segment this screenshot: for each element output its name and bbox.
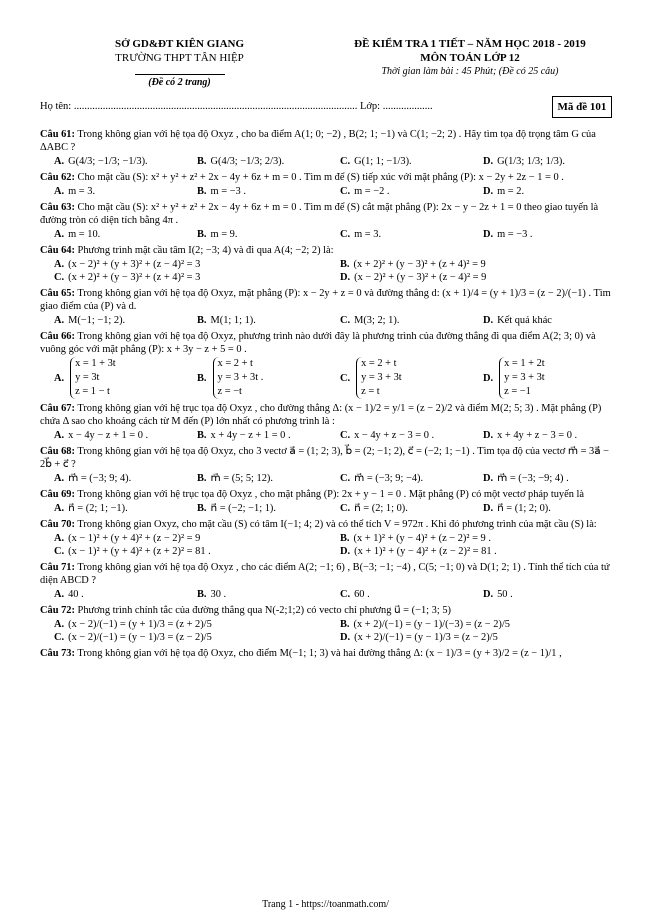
- option-text: n⃗ = (1; 2; 0).: [497, 503, 551, 515]
- answer-option: [326, 258, 612, 271]
- option-label: A.: [54, 315, 65, 326]
- question-item: [40, 445, 612, 485]
- option-text: M(−1; −1; 2).: [68, 315, 126, 326]
- answer-options: [40, 532, 612, 558]
- question-item: [40, 518, 612, 558]
- question-text-row: [40, 287, 612, 313]
- question-text-row: [40, 647, 612, 660]
- subject-title: MÔN TOÁN LỚP 12: [420, 51, 520, 64]
- option-label: B.: [197, 156, 207, 167]
- answer-options: [40, 185, 612, 198]
- option-label: D.: [340, 632, 351, 644]
- option-label: D.: [483, 430, 494, 442]
- option-label: A.: [54, 186, 65, 197]
- option-label: A.: [54, 229, 65, 240]
- question-text: Trong không gian Oxyz, cho mặt cầu (S) có tâm I(−1; 4; 2) và có thể tích V = 972π . Khi đó phương trình của mặt cầu (S) là:: [77, 519, 597, 531]
- answer-option: [326, 588, 469, 601]
- option-text: G(4/3; −1/3; 2/3).: [210, 156, 285, 167]
- equation-line: x = 2 + t: [217, 358, 253, 369]
- option-label: B.: [340, 533, 350, 545]
- option-label: C.: [54, 632, 65, 644]
- page-count-note: (Đề có 2 trang): [148, 76, 211, 88]
- answer-option: [326, 228, 469, 241]
- option-label: C.: [340, 372, 351, 384]
- question-number: Câu 64:: [40, 245, 75, 256]
- answer-option: [40, 258, 326, 271]
- question-item: [40, 402, 612, 442]
- question-number: Câu 61:: [40, 129, 75, 140]
- option-text: m⃗ = (5; 5; 12).: [210, 473, 273, 485]
- equation-line: x = 1 + 2t: [504, 358, 545, 369]
- option-text: (x − 2)/(−1) = (y + 1)/3 = (z + 2)/5: [68, 619, 212, 631]
- option-text: m = 3.: [354, 229, 382, 240]
- answer-option: [40, 631, 326, 644]
- option-label: C.: [340, 430, 351, 442]
- question-text: Cho mặt cầu (S): x² + y² + z² + 2x − 4y + 6z + m = 0 . Tìm m để (S) cắt mặt phẳng (P): 2x − y − 2z + 1 = 0 theo giao tuyến là đường tròn có diện tích bằng 4π .: [40, 202, 599, 226]
- question-text-row: [40, 244, 612, 257]
- question-item: [40, 128, 612, 168]
- equation-line: y = 3 + 3t .: [217, 372, 264, 384]
- option-text: x − 4y + z − 3 = 0 .: [354, 430, 435, 442]
- answer-option: [326, 429, 469, 442]
- question-number: Câu 70:: [40, 519, 75, 531]
- option-label: C.: [54, 546, 65, 558]
- equation-system: [70, 357, 116, 399]
- question-text: Trong không gian với hệ trục tọa độ Oxyz , cho đường thẳng Δ: (x − 1)/2 = y/1 = (z − 2)/2 và điểm M(2; 5; 3) . Mặt phẳng (P) chứa Δ sao cho khoảng cách từ M đến (P) lớn nhất có phương trình là :: [40, 403, 602, 428]
- option-label: A.: [54, 589, 65, 601]
- option-text: (x + 1)² + (y − 4)² + (z − 2)² = 81 .: [354, 546, 497, 558]
- answer-option: [326, 545, 612, 558]
- question-text-row: [40, 561, 612, 587]
- question-number: Câu 68:: [40, 446, 75, 458]
- answer-option: [326, 532, 612, 545]
- option-label: A.: [54, 473, 65, 485]
- option-text: (x + 2)/(−1) = (y − 1)/(−3) = (z − 2)/5: [353, 619, 510, 631]
- answer-option: [469, 472, 612, 485]
- question-number: Câu 62:: [40, 172, 75, 183]
- answer-option: [40, 228, 183, 241]
- option-label: B.: [340, 259, 350, 270]
- option-label: B.: [197, 503, 207, 515]
- answer-options: [40, 228, 612, 241]
- question-number: Câu 63:: [40, 202, 75, 213]
- answer-option: [40, 502, 183, 515]
- equation-line: y = 3 + 3t: [504, 372, 545, 384]
- question-text: Phương trình chính tắc của đường thẳng qua N(-2;1;2) có vecto chỉ phương u⃗ = (−1; 3; 5): [77, 605, 451, 617]
- option-label: A.: [54, 503, 65, 515]
- option-label: D.: [483, 156, 494, 167]
- option-text: n⃗ = (−2; −1; 1).: [210, 503, 276, 515]
- question-text-row: [40, 201, 612, 227]
- answer-option: [183, 155, 326, 168]
- option-label: C.: [340, 156, 351, 167]
- option-text: (x + 2)² + (y − 3)² + (z + 4)² = 3: [68, 272, 201, 283]
- answer-option: [326, 472, 469, 485]
- answer-options: [40, 155, 612, 168]
- option-label: A.: [54, 156, 65, 167]
- option-label: C.: [340, 589, 351, 601]
- answer-option: [40, 357, 183, 399]
- option-label: B.: [197, 315, 207, 326]
- option-text: x − 4y − z + 1 = 0 .: [68, 430, 149, 442]
- option-text: m = 3.: [68, 186, 96, 197]
- option-text: 60 .: [354, 589, 370, 601]
- question-number: Câu 69:: [40, 489, 75, 501]
- option-label: B.: [197, 589, 207, 601]
- question-text: Trong không gian với hệ tọa độ Oxyz, phương trình nào dưới đây là phương trình của đường thẳng đi qua điểm A(2; 3; 0) và vuông góc với mặt phẳng (P): x + 3y − z + 5 = 0 .: [40, 331, 596, 355]
- option-text: m = 9.: [210, 229, 238, 240]
- question-number: Câu 65:: [40, 288, 75, 299]
- answer-option: [326, 314, 469, 327]
- answer-option: [183, 185, 326, 198]
- question-text: Phương trình mặt cầu tâm I(2; −3; 4) và đi qua A(4; −2; 2) là:: [77, 245, 334, 256]
- question-text: Trong không gian với hệ tọa độ Oxyz, cho điểm M(−1; 1; 3) và hai đường thẳng Δ: (x − 1)/3 = (y + 3)/2 = (z − 1)/1 ,: [77, 648, 562, 660]
- answer-options: [40, 258, 612, 284]
- question-text-row: [40, 330, 612, 356]
- question-item: [40, 171, 612, 198]
- answer-option: [183, 429, 326, 442]
- equation-line: z = 1 − t: [75, 386, 110, 398]
- question-item: [40, 604, 612, 644]
- question-item: [40, 561, 612, 601]
- answer-option: [183, 472, 326, 485]
- equation-line: z = t: [361, 386, 380, 398]
- answer-option: [326, 502, 469, 515]
- equation-line: y = 3t: [75, 372, 100, 384]
- question-number: Câu 71:: [40, 562, 75, 574]
- answer-option: [469, 155, 612, 168]
- option-label: D.: [483, 589, 494, 601]
- answer-option: [469, 588, 612, 601]
- student-info-row: Họ tên: ............................................................................................................ Lớp: ...................: [40, 101, 433, 112]
- option-label: A.: [54, 259, 65, 270]
- question-text-row: [40, 128, 612, 154]
- answer-options: [40, 314, 612, 327]
- question-number: Câu 66:: [40, 331, 75, 342]
- option-label: D.: [483, 503, 494, 515]
- equation-line: x = 1 + 3t: [75, 358, 116, 369]
- header-school-block: [92, 38, 267, 89]
- answer-option: [469, 185, 612, 198]
- answer-option: [183, 502, 326, 515]
- answer-option: [183, 588, 326, 601]
- option-text: (x + 2)/(−1) = (y − 1)/3 = (z − 2)/5: [354, 632, 498, 644]
- answer-option: [40, 271, 326, 284]
- equation-line: y = 3 + 3t: [361, 372, 402, 384]
- option-text: n⃗ = (2; 1; −1).: [68, 503, 128, 515]
- option-text: 40 .: [68, 589, 84, 601]
- option-label: C.: [54, 272, 65, 283]
- question-number: Câu 73:: [40, 648, 75, 660]
- option-text: G(1; 1; −1/3).: [354, 156, 412, 167]
- answer-option: [40, 429, 183, 442]
- option-label: B.: [197, 473, 207, 485]
- answer-option: [469, 357, 612, 399]
- option-text: (x + 2)² + (y − 3)² + (z + 4)² = 9: [353, 259, 486, 270]
- option-text: 30 .: [210, 589, 227, 601]
- option-label: D.: [483, 229, 494, 240]
- equation-line: z = −t: [217, 386, 242, 398]
- option-label: D.: [483, 315, 494, 326]
- answer-options: [40, 502, 612, 515]
- question-item: [40, 287, 612, 327]
- answer-options: [40, 429, 612, 442]
- option-text: (x − 2)² + (y − 3)² + (z − 4)² = 9: [354, 272, 487, 283]
- question-number: Câu 72:: [40, 605, 75, 617]
- option-text: x + 4y + z − 3 = 0 .: [497, 430, 578, 442]
- option-text: m⃗ = (−3; 9; 4).: [68, 473, 132, 485]
- question-text-row: [40, 445, 612, 471]
- option-text: G(4/3; −1/3; −1/3).: [68, 156, 148, 167]
- answer-option: [40, 588, 183, 601]
- option-label: D.: [340, 546, 351, 558]
- answer-option: [40, 155, 183, 168]
- option-label: B.: [197, 186, 207, 197]
- option-text: (x − 2)² + (y + 3)² + (z − 4)² = 3: [68, 259, 201, 270]
- option-label: D.: [483, 372, 494, 384]
- option-text: (x + 1)² + (y − 4)² + (z − 2)² = 9 .: [353, 533, 491, 545]
- answer-option: [326, 271, 612, 284]
- answer-option: [40, 532, 326, 545]
- question-text: Trong không gian với hệ trục tọa độ Oxyz , cho mặt phẳng (P): 2x + y − 1 = 0 . Mặt phẳng (P) có một vectơ pháp tuyến là: [77, 489, 585, 501]
- question-text: Cho mặt cầu (S): x² + y² + z² + 2x − 4y + 6z + m = 0 . Tìm m để (S) tiếp xúc với mặt phẳng (P): x − 2y + 2z − 1 = 0 .: [77, 172, 564, 183]
- answer-option: [183, 357, 326, 399]
- question-number: Câu 67:: [40, 403, 75, 415]
- answer-option: [40, 545, 326, 558]
- option-text: m = −3 .: [497, 229, 533, 240]
- option-text: m = −2 .: [354, 186, 390, 197]
- answer-option: [40, 472, 183, 485]
- answer-options: [40, 618, 612, 644]
- option-text: M(1; 1; 1).: [210, 315, 256, 326]
- answer-option: [469, 314, 612, 327]
- option-text: m = −3 .: [210, 186, 246, 197]
- answer-option: [326, 357, 469, 399]
- question-item: [40, 244, 612, 284]
- option-label: C.: [340, 473, 351, 485]
- equation-system: [213, 357, 264, 399]
- answer-options: [40, 472, 612, 485]
- option-text: m⃗ = (−3; −9; 4) .: [497, 473, 569, 485]
- question-text: Trong không gian với hệ tọa độ Oxyz , cho các điểm A(2; −1; 6) , B(−3; −1; −4) , C(5; −1; 0) và D(1; 2; 1) . Tính thể tích của tứ diện ABCD ?: [40, 562, 610, 587]
- question-item: [40, 647, 612, 660]
- option-label: D.: [340, 272, 351, 283]
- answer-option: [40, 618, 326, 631]
- answer-options: [40, 357, 612, 399]
- question-text-row: [40, 518, 612, 531]
- answer-option: [469, 228, 612, 241]
- option-label: A.: [54, 533, 65, 545]
- option-label: D.: [483, 473, 494, 485]
- question-item: [40, 488, 612, 515]
- answer-option: [326, 185, 469, 198]
- option-label: A.: [54, 372, 65, 384]
- header-divider: [135, 74, 225, 75]
- option-label: B.: [197, 372, 207, 384]
- option-text: (x − 2)/(−1) = (y − 1)/3 = (z − 2)/5: [68, 632, 212, 644]
- answer-option: [326, 618, 612, 631]
- equation-system: [499, 357, 545, 399]
- option-label: C.: [340, 503, 351, 515]
- question-text-row: [40, 604, 612, 617]
- option-text: n⃗ = (2; 1; 0).: [354, 503, 408, 515]
- question-list: [40, 128, 612, 661]
- time-note: Thời gian làm bài : 45 Phút; (Đề có 25 câu): [381, 65, 559, 77]
- equation-line: x = 2 + t: [361, 358, 397, 369]
- option-text: 50 .: [497, 589, 513, 601]
- question-text-row: [40, 402, 612, 428]
- page-footer: Trang 1 - https://toanmath.com/: [262, 899, 389, 910]
- exam-code-box: Mã đề 101: [552, 96, 612, 118]
- answer-options: [40, 588, 612, 601]
- answer-option: [469, 502, 612, 515]
- answer-option: [326, 631, 612, 644]
- question-text: Trong không gian với hệ tọa độ Oxyz, cho 3 vectơ a⃗ = (1; 2; 3), b⃗ = (2; −1; 2), c⃗ = (−2; 1; −1) . Tìm tọa độ của vectơ m⃗ = 3a⃗ − 2b⃗ + c⃗ ?: [40, 446, 610, 471]
- equation-line: z = −1: [504, 386, 531, 398]
- exam-title: ĐỀ KIỂM TRA 1 TIẾT – NĂM HỌC 2018 - 2019: [354, 38, 586, 50]
- option-text: G(1/3; 1/3; 1/3).: [497, 156, 565, 167]
- answer-option: [469, 429, 612, 442]
- option-label: A.: [54, 430, 65, 442]
- question-item: [40, 330, 612, 399]
- option-text: M(3; 2; 1).: [354, 315, 400, 326]
- question-item: [40, 201, 612, 241]
- option-text: m = 2.: [497, 186, 525, 197]
- answer-option: [183, 314, 326, 327]
- option-text: m⃗ = (−3; 9; −4).: [354, 473, 424, 485]
- option-label: D.: [483, 186, 494, 197]
- question-text-row: [40, 171, 612, 184]
- option-text: m = 10.: [68, 229, 101, 240]
- equation-system: [356, 357, 402, 399]
- school-name: TRƯỜNG THPT TÂN HIỆP: [115, 51, 244, 64]
- answer-option: [326, 155, 469, 168]
- option-label: B.: [197, 229, 207, 240]
- option-text: x + 4y − z + 1 = 0 .: [210, 430, 291, 442]
- option-text: (x − 1)² + (y + 4)² + (z − 2)² = 9: [68, 533, 201, 545]
- question-text-row: [40, 488, 612, 501]
- department-name: SỞ GD&ĐT KIÊN GIANG: [114, 38, 245, 50]
- question-text: Trong không gian với hệ tọa độ Oxyz , cho ba điểm A(1; 0; −2) , B(2; 1; −1) và C(1; −2; 2) . Hãy tìm tọa độ trọng tâm G của ΔABC ?: [40, 129, 596, 153]
- answer-option: [183, 228, 326, 241]
- option-label: C.: [340, 315, 351, 326]
- answer-option: [40, 314, 183, 327]
- option-label: B.: [197, 430, 207, 442]
- option-label: A.: [54, 619, 65, 631]
- question-text: Trong không gian với hệ tọa độ Oxyz, mặt phẳng (P): x − 2y + z = 0 và đường thẳng d: (x + 1)/4 = (y + 1)/3 = (z − 2)/(−1) . Tìm giao điểm của (P) và d.: [40, 288, 611, 312]
- answer-option: [40, 185, 183, 198]
- option-label: C.: [340, 186, 351, 197]
- option-label: B.: [340, 619, 350, 631]
- header-exam-block: [320, 38, 620, 78]
- option-label: C.: [340, 229, 351, 240]
- option-text: (x − 1)² + (y + 4)² + (z + 2)² = 81 .: [68, 546, 211, 558]
- option-text: Kết quả khác: [497, 315, 552, 326]
